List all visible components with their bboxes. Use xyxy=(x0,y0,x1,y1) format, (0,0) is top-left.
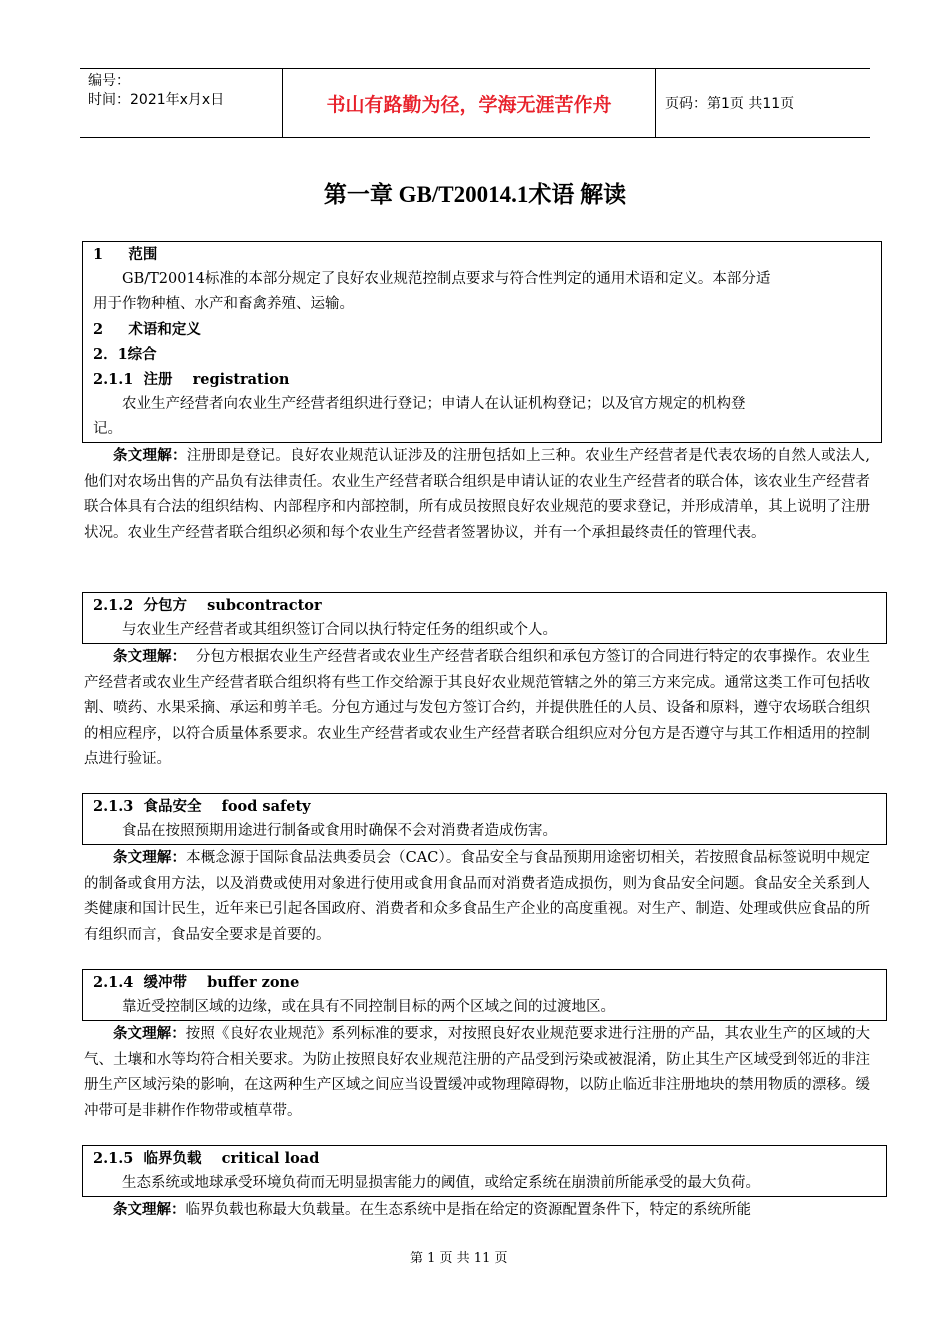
term-subcontractor: 2.1.2 分包方 subcontractor xyxy=(93,597,322,614)
section-heading-scope: 1 范围 xyxy=(93,246,158,263)
interpretation-subcontractor xyxy=(84,644,870,773)
definition-subcontractor: 与农业生产经营者或其组织签订合同以执行特定任务的组织或个人。 xyxy=(122,622,557,638)
interpretation-text: 本概念源于国际食品法典委员会（CAC）。食品安全与食品预期用途密切相关，若按照食品标签说明中规定的制备或食用方法，以及消费或使用对象进行使用或食用食品而对消费者造成损伤，则为食品安全问题。食品安全关系到人类健康和国计民生，近年来已引起各国政府、消费者和众多食品生产企业的高度重视。对生产、制造、处理或供应食品的所有组织而言，食品安全要求是首要的。 xyxy=(84,850,871,943)
definition-critical-load: 生态系统或地球承受环境负荷而无明显损害能力的阈值，或给定系统在崩溃前所能承受的最大负荷。 xyxy=(122,1175,760,1191)
number-label: 编号： xyxy=(88,73,130,89)
section-heading-terms: 2 术语和定义 xyxy=(93,321,201,338)
definition-buffer-zone: 靠近受控制区域的边缘，或在具有不同控制目标的两个区域之间的过渡地区。 xyxy=(122,999,615,1015)
term-registration: 2.1.1 注册 registration xyxy=(93,371,290,388)
subsection-heading-general: 2．1综合 xyxy=(93,346,157,363)
scope-text-line2: 用于作物种植、水产和畜禽养殖、运输。 xyxy=(93,296,354,312)
interpretation-text: 注册即是登记。良好农业规范认证涉及的注册包括如上三种。农业生产经营者是代表农场的自然人或法人,他们对农场出售的产品负有法律责任。农业生产经营者联合组织是申请认证的农业生产经营者的联合体，该农业生产经营者联合体具有合法的组织结构、内部程序和内部控制，所有成员按照良好农业规范的要求登记，并形成清单，其上说明了注册状况。农业生产经营者联合组织必须和每个农业生产经营者签署协议，并有一个承担最终责任的管理代表。 xyxy=(84,448,870,541)
definition-box-buffer-zone xyxy=(82,969,887,1021)
chapter-title: 第一章 GB/T20014.1术语 解读 xyxy=(323,182,627,207)
interpretation-label: 条文理解： xyxy=(113,447,187,464)
interpretation-text: 临界负载也称最大负载量。在生态系统中是指在给定的资源配置条件下，特定的系统所能 xyxy=(185,1202,751,1218)
definition-registration-line1: 农业生产经营者向农业生产经营者组织进行登记；申请人在认证机构登记；以及官方规定的机构登 xyxy=(122,396,746,412)
page-footer: 第 1 页 共 11 页 xyxy=(410,1251,508,1266)
interpretation-label: 条文理解： xyxy=(113,849,187,866)
interpretation-registration xyxy=(84,443,870,546)
scope-text-line1: GB/T20014标准的本部分规定了良好农业规范控制点要求与符合性判定的通用术语和定义。本部分适 xyxy=(122,271,771,287)
interpretation-label: 条文理解： xyxy=(113,1201,186,1218)
interpretation-critical-load xyxy=(84,1197,870,1224)
term-critical-load: 2.1.5 临界负载 critical load xyxy=(93,1150,320,1167)
interpretation-label: 条文理解： xyxy=(113,1025,186,1042)
interpretation-text: 分包方根据农业生产经营者或农业生产经营者联合组织和承包方签订的合同进行特定的农事操作。农业生产经营者或农业生产经营者联合组织将有些工作交给源于其良好农业规范管辖之外的第三方来完成。通常这类工作可包括收割、喷药、水果采摘、承运和剪羊毛。分包方通过与发包方签订合约，并提供胜任的人员、设备和原料，遵守农场联合组织的相应程序，以符合质量体系要求。农业生产经营者或农业生产经营者联合组织应对分包方是否遵守与其工作相适用的控制点进行验证。 xyxy=(84,649,870,767)
header-motto: 书山有路勤为径，学海无涯苦作舟 xyxy=(282,69,656,137)
interpretation-label: 条文理解： xyxy=(113,648,187,665)
definition-registration-line2: 记。 xyxy=(93,421,122,437)
interpretation-food-safety xyxy=(84,845,870,948)
header-meta xyxy=(80,69,282,137)
header-page-code: 页码：第1页 共11页 xyxy=(665,96,795,112)
page-header xyxy=(80,68,870,138)
term-buffer-zone: 2.1.4 缓冲带 buffer zone xyxy=(93,974,300,991)
time-label: 时间：2021年x月x日 xyxy=(88,92,225,108)
interpretation-buffer-zone xyxy=(84,1021,870,1124)
definition-food-safety: 食品在按照预期用途进行制备或食用时确保不会对消费者造成伤害。 xyxy=(122,823,557,839)
term-food-safety: 2.1.3 食品安全 food safety xyxy=(93,798,311,815)
interpretation-text: 按照《良好农业规范》系列标准的要求，对按照良好农业规范要求进行注册的产品，其农业生产的区域的大气、土壤和水等均符合相关要求。为防止按照良好农业规范注册的产品受到污染或被混淆，防止其生产区域受到邻近的非注册生产区域污染的影响，在这两种生产区域之间应当设置缓冲或物理障碍物，以防止临近非注册地块的禁用物质的漂移。缓冲带可是非耕作作物带或植草带。 xyxy=(84,1026,870,1119)
definition-box-scope xyxy=(82,241,882,443)
definition-box-food-safety xyxy=(82,793,887,845)
definition-box-critical-load xyxy=(82,1145,887,1197)
definition-box-subcontractor xyxy=(82,592,887,644)
